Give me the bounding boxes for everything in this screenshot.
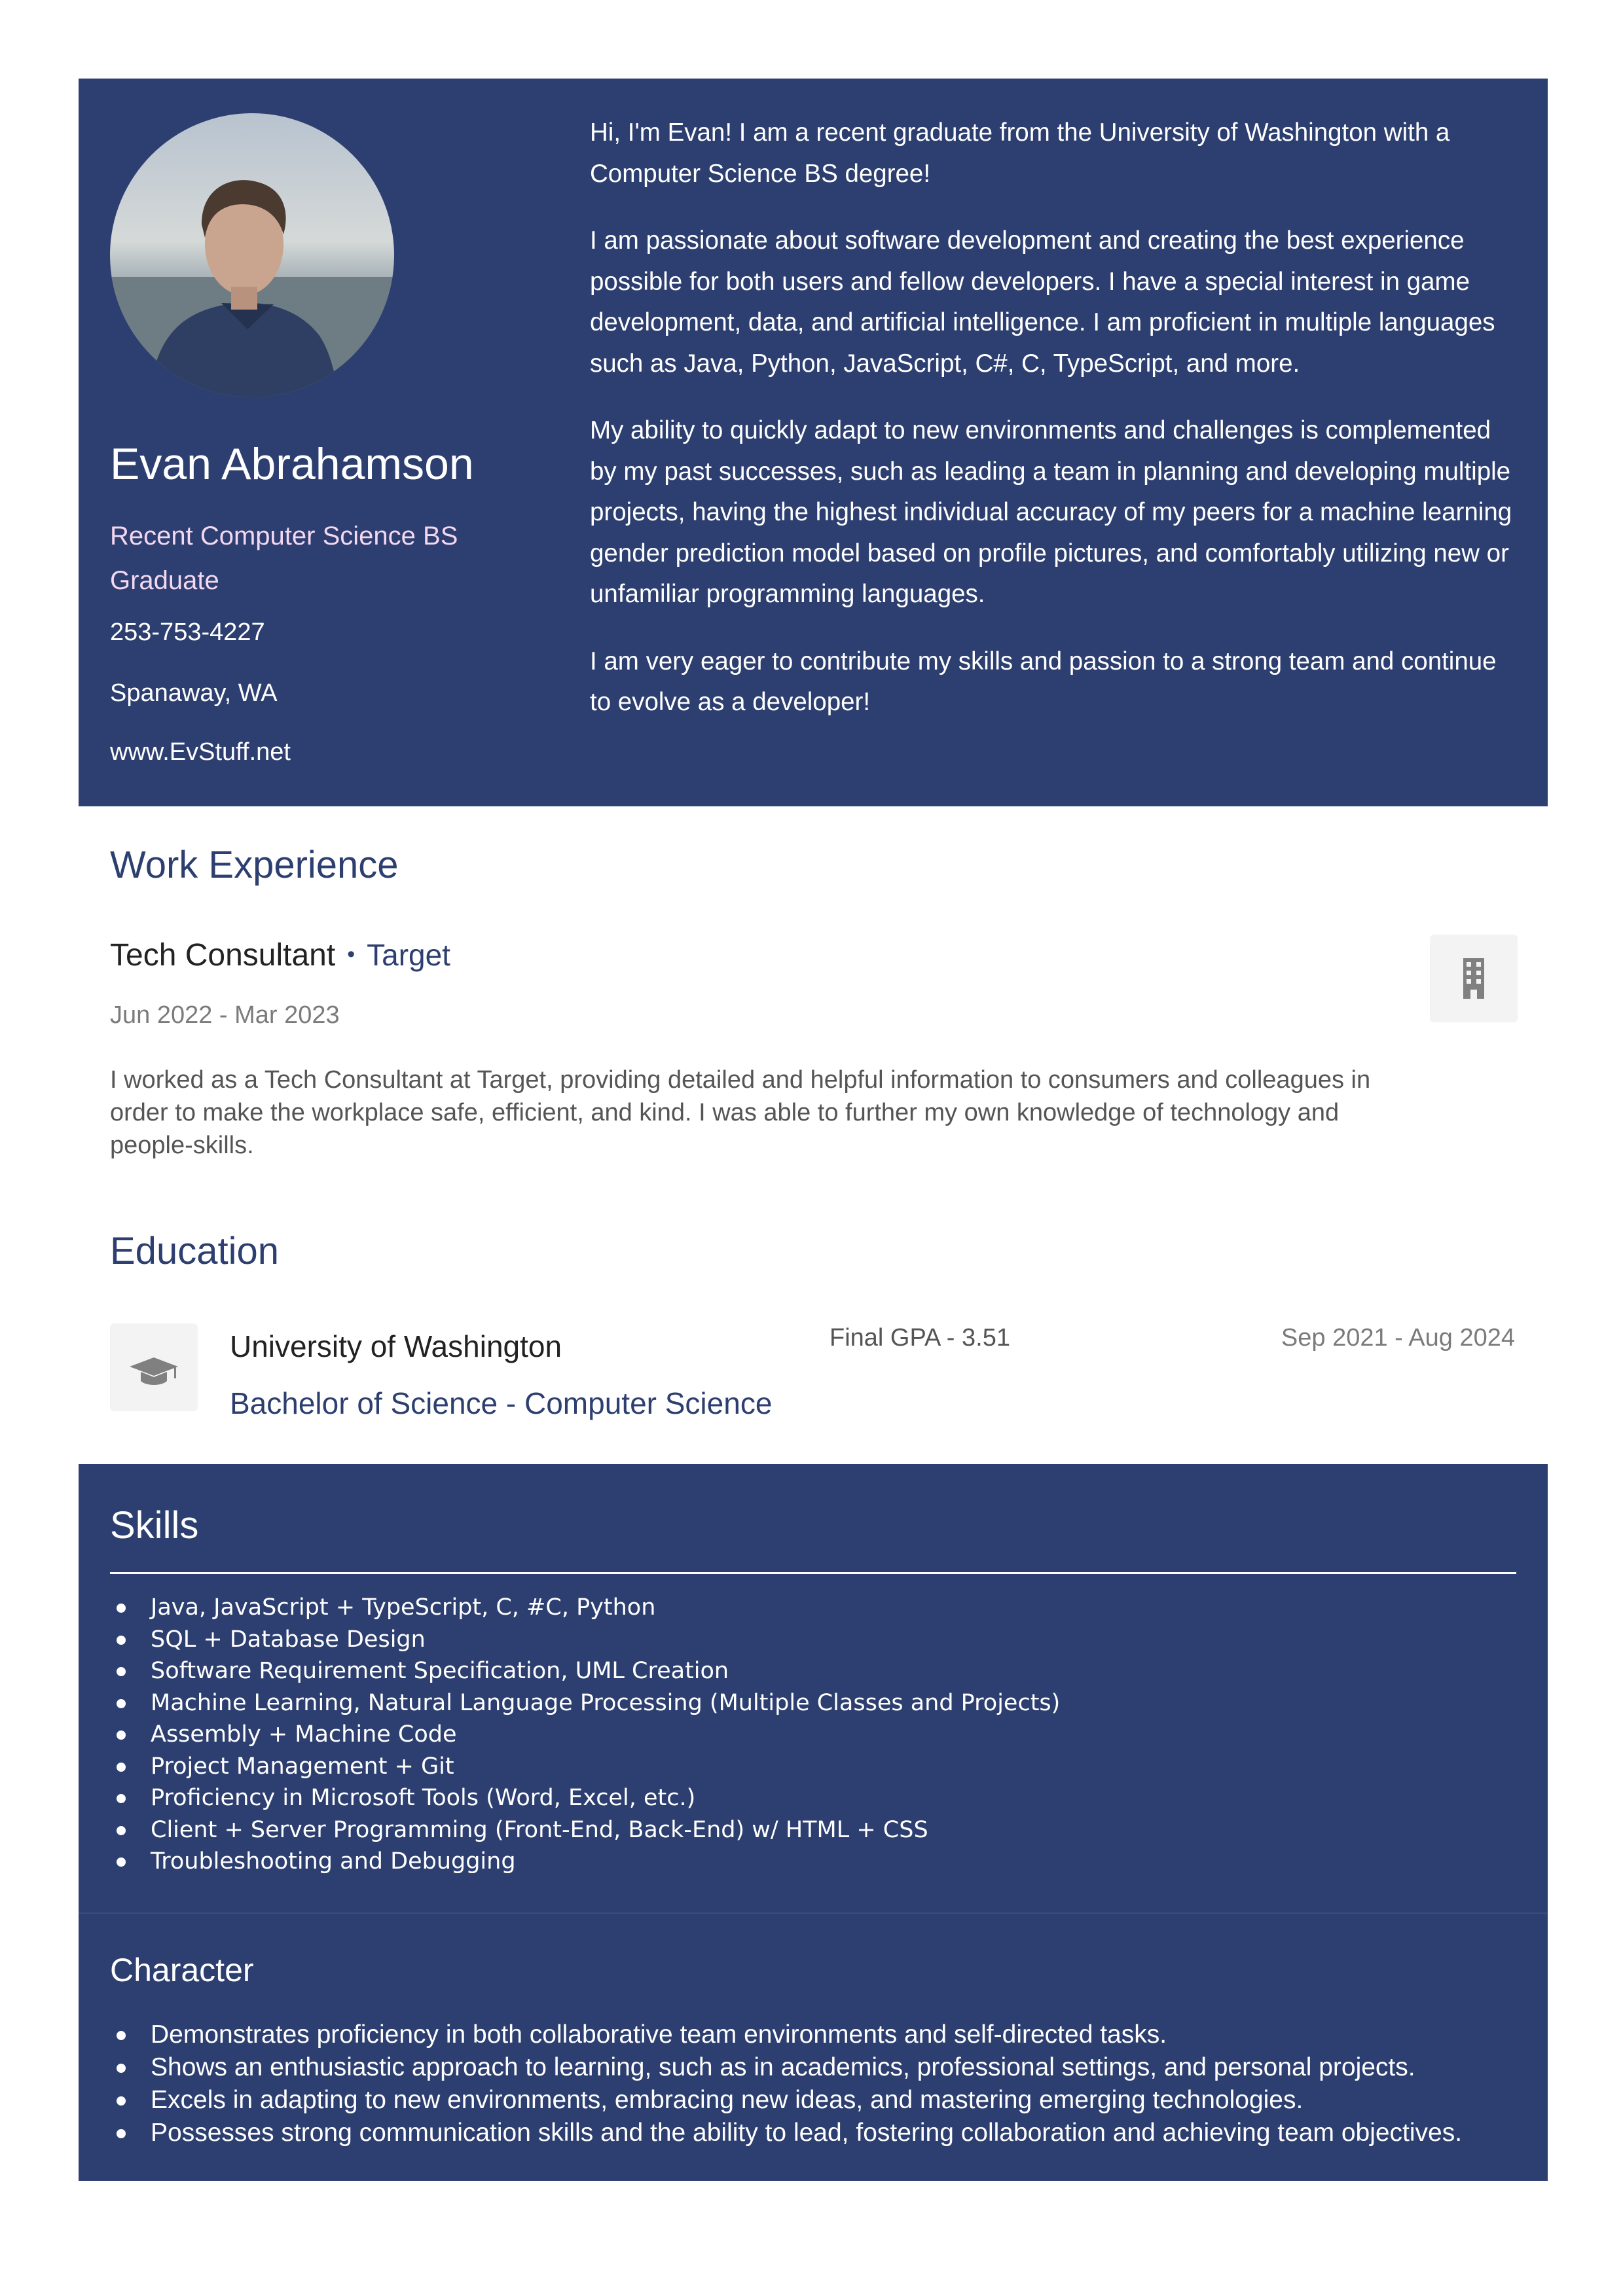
company-name: Target (367, 938, 450, 972)
divider (110, 1572, 1516, 1574)
gpa: Final GPA - 3.51 (830, 1324, 1010, 1352)
about-summary (590, 113, 1520, 749)
list-item: Project Management + Git (110, 1751, 1060, 1783)
skills-list (110, 1592, 1060, 1878)
phone-number: 253-753-4227 (110, 619, 265, 646)
list-item: Client + Server Programming (Front-End, Back-End) w/ HTML + CSS (110, 1814, 1060, 1846)
profile-photo (110, 113, 394, 397)
candidate-name: Evan Abrahamson (110, 439, 474, 489)
list-item: Software Requirement Specification, UML Creation (110, 1655, 1060, 1687)
about-paragraph: My ability to quickly adapt to new environments and challenges is complemented by my past successes, such as leading a team in planning and developing multiple projects, having the highest individual accuracy of my peers for a machine learning gender prediction model based on profile pictures, and comfortably utilizing new or unfamiliar programming languages. (590, 416, 1512, 608)
list-item: Troubleshooting and Debugging (110, 1846, 1060, 1878)
about-paragraph: I am passionate about software development and creating the best experience possible for both users and fellow developers. I have a special interest in game development, data, and artificial intelligence. I am proficient in multiple languages such as Java, Python, JavaScript, C#, C, TypeScript, and more. (590, 226, 1495, 378)
location: Spanaway, WA (110, 679, 278, 707)
list-item: Excels in adapting to new environments, embracing new ideas, and mastering emerging technologies. (110, 2084, 1462, 2117)
portrait-image (110, 113, 394, 397)
separator-dot: • (347, 942, 356, 967)
work-dates: Jun 2022 - Mar 2023 (110, 1001, 340, 1029)
list-item: Assembly + Machine Code (110, 1719, 1060, 1751)
work-entry-title (110, 937, 450, 973)
building-icon (1430, 935, 1518, 1022)
education-dates: Sep 2021 - Aug 2024 (1281, 1324, 1515, 1352)
school-name: University of Washington (230, 1329, 562, 1363)
about-paragraph: Hi, I'm Evan! I am a recent graduate from the University of Washington with a Computer Science BS degree! (590, 118, 1450, 188)
job-role: Tech Consultant (110, 938, 336, 973)
candidate-title: Recent Computer Science BS Graduate (110, 522, 458, 595)
character-heading: Character (110, 1952, 254, 1988)
about-paragraph: I am very eager to contribute my skills and passion to a strong team and continue to evolve as a developer! (590, 647, 1497, 716)
list-item: Possesses strong communication skills and the ability to lead, fostering collaboration and achieving team objectives. (110, 2117, 1462, 2149)
list-item: SQL + Database Design (110, 1624, 1060, 1656)
character-list (110, 2018, 1462, 2149)
list-item: Machine Learning, Natural Language Processing (Multiple Classes and Projects) (110, 1687, 1060, 1719)
website-link[interactable]: www.EvStuff.net (110, 738, 291, 766)
list-item: Shows an enthusiastic approach to learning, such as in academics, professional settings, and personal projects. (110, 2051, 1462, 2084)
skills-heading: Skills (110, 1504, 199, 1547)
character-panel (79, 1912, 1548, 2181)
header-panel (79, 79, 1548, 806)
graduation-cap-icon (110, 1323, 198, 1411)
education-heading: Education (110, 1230, 279, 1272)
degree-name: Bachelor of Science - Computer Science (230, 1386, 773, 1420)
list-item: Proficiency in Microsoft Tools (Word, Excel, etc.) (110, 1782, 1060, 1814)
list-item: Demonstrates proficiency in both collaborative team environments and self-directed tasks. (110, 2018, 1462, 2051)
skills-panel (79, 1464, 1548, 1912)
list-item: Java, JavaScript + TypeScript, C, #C, Python (110, 1592, 1060, 1624)
work-experience-heading: Work Experience (110, 844, 399, 886)
work-description: I worked as a Tech Consultant at Target, providing detailed and helpful information to consumers and colleagues in order to make the workplace safe, efficient, and kind. I was able to further my own knowledge of technology and people-skills. (110, 1066, 1371, 1159)
